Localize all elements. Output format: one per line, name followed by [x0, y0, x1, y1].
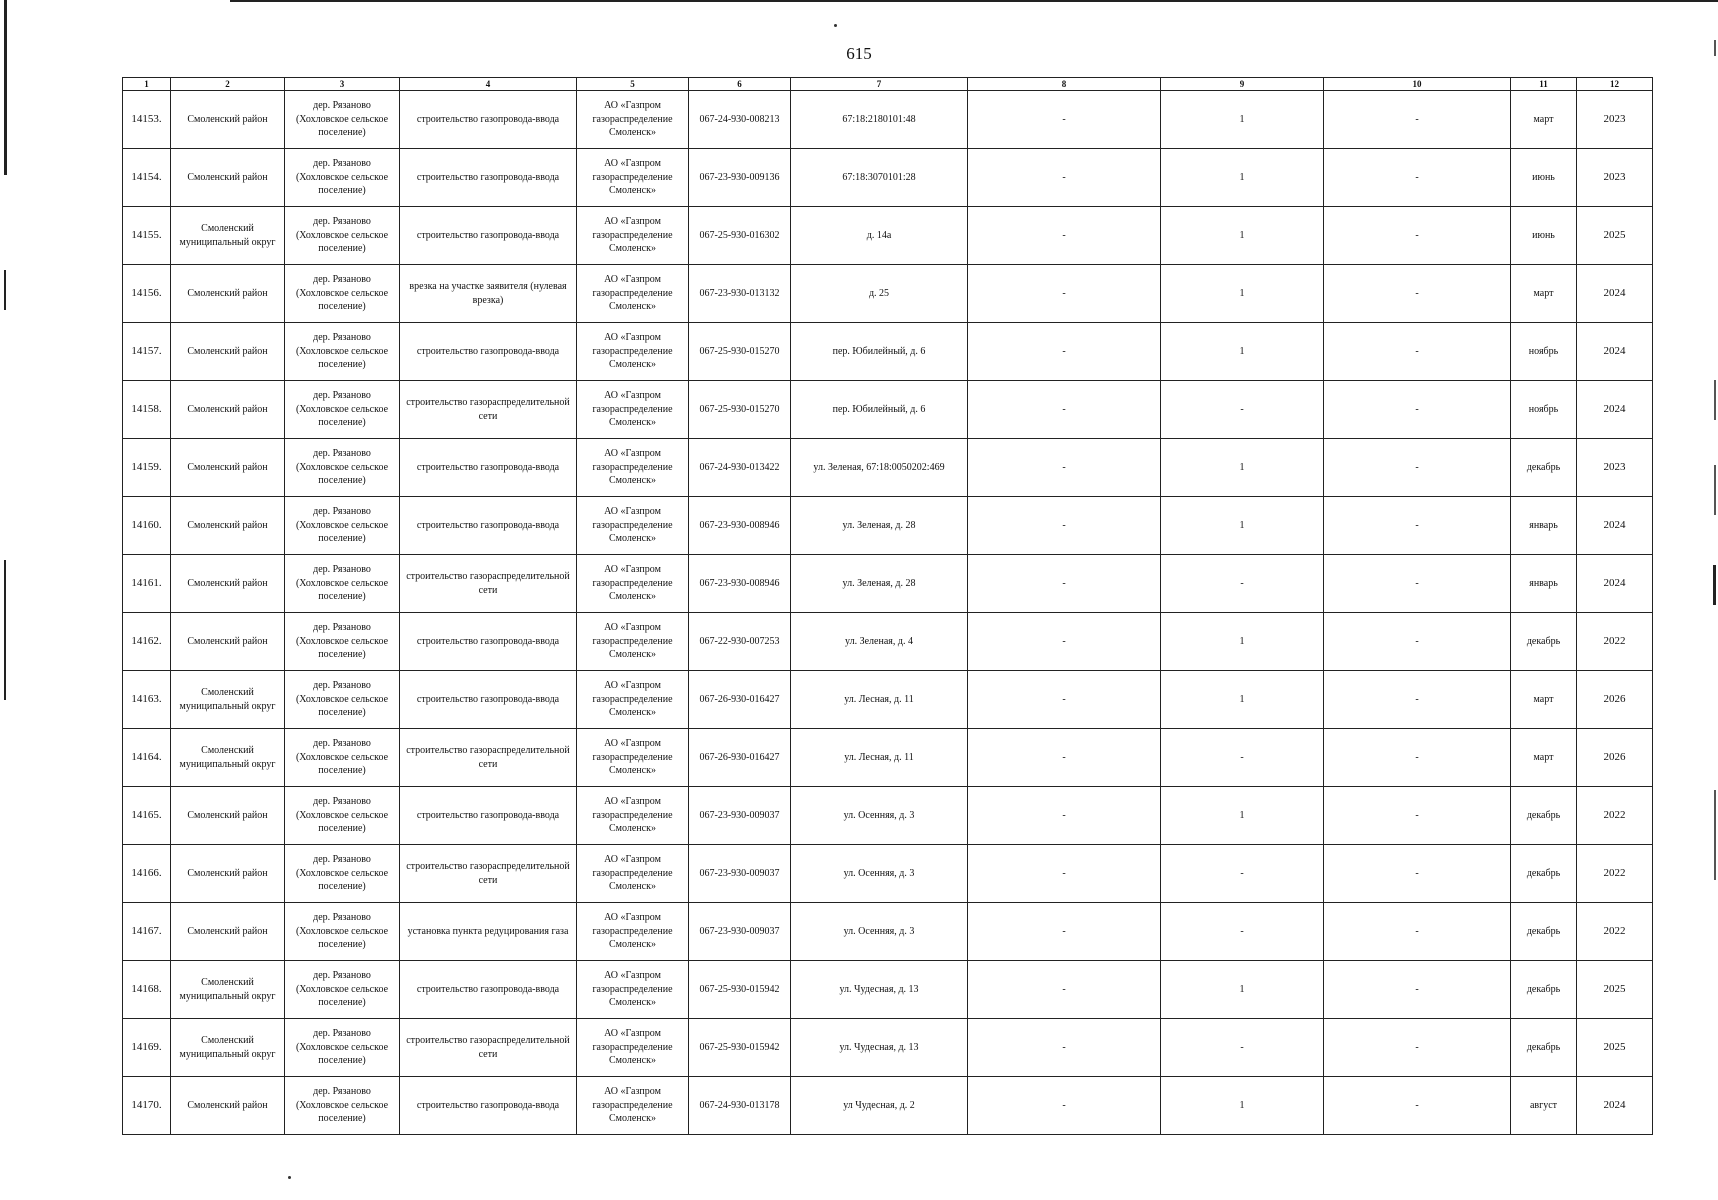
register-table — [122, 77, 1653, 1135]
cell-col10: - — [1324, 381, 1511, 439]
cell-organization: АО «Газпром газораспределение Смоленск» — [577, 1019, 689, 1077]
cell-organization: АО «Газпром газораспределение Смоленск» — [577, 903, 689, 961]
column-header: 11 — [1511, 78, 1577, 91]
cell-settlement: дер. Рязаново (Хохловское сельское поселение) — [285, 1019, 400, 1077]
cell-number: 14167. — [123, 903, 171, 961]
cell-month: январь — [1511, 497, 1577, 555]
cell-organization: АО «Газпром газораспределение Смоленск» — [577, 613, 689, 671]
cell-settlement: дер. Рязаново (Хохловское сельское поселение) — [285, 729, 400, 787]
cell-col9: 1 — [1161, 787, 1324, 845]
cell-col9: 1 — [1161, 1077, 1324, 1135]
cell-col10: - — [1324, 961, 1511, 1019]
cell-col10: - — [1324, 497, 1511, 555]
cell-month: декабрь — [1511, 903, 1577, 961]
cell-month: март — [1511, 671, 1577, 729]
table-row — [123, 265, 1653, 323]
table-row — [123, 845, 1653, 903]
cell-number: 14156. — [123, 265, 171, 323]
cell-year: 2026 — [1577, 729, 1653, 787]
cell-number: 14161. — [123, 555, 171, 613]
left-margin-mark — [4, 270, 6, 310]
scan-speck — [288, 1176, 291, 1179]
cell-year: 2024 — [1577, 381, 1653, 439]
cell-district: Смоленский район — [171, 903, 285, 961]
cell-address: пер. Юбилейный, д. 6 — [791, 381, 968, 439]
cell-settlement: дер. Рязаново (Хохловское сельское поселение) — [285, 787, 400, 845]
column-header: 7 — [791, 78, 968, 91]
cell-address: ул. Зеленая, 67:18:0050202:469 — [791, 439, 968, 497]
cell-district: Смоленский район — [171, 265, 285, 323]
cell-district: Смоленский муниципальный округ — [171, 961, 285, 1019]
cell-address: пер. Юбилейный, д. 6 — [791, 323, 968, 381]
table-row — [123, 439, 1653, 497]
cell-settlement: дер. Рязаново (Хохловское сельское поселение) — [285, 149, 400, 207]
cell-col10: - — [1324, 613, 1511, 671]
left-margin-mark — [4, 560, 6, 700]
cell-organization: АО «Газпром газораспределение Смоленск» — [577, 671, 689, 729]
cell-number: 14154. — [123, 149, 171, 207]
cell-number: 14158. — [123, 381, 171, 439]
column-header: 1 — [123, 78, 171, 91]
cell-col8: - — [968, 323, 1161, 381]
cell-work-type: строительство газопровода-ввода — [400, 671, 577, 729]
cell-number: 14164. — [123, 729, 171, 787]
table-row — [123, 323, 1653, 381]
cell-col9: - — [1161, 1019, 1324, 1077]
cell-application-id: 067-23-930-008946 — [689, 555, 791, 613]
cell-application-id: 067-23-930-009037 — [689, 845, 791, 903]
cell-number: 14153. — [123, 91, 171, 149]
cell-col8: - — [968, 555, 1161, 613]
cell-year: 2025 — [1577, 961, 1653, 1019]
cell-col9: - — [1161, 381, 1324, 439]
cell-number: 14165. — [123, 787, 171, 845]
cell-district: Смоленский муниципальный округ — [171, 729, 285, 787]
cell-settlement: дер. Рязаново (Хохловское сельское поселение) — [285, 323, 400, 381]
cell-col8: - — [968, 207, 1161, 265]
header-row — [123, 78, 1653, 91]
cell-col10: - — [1324, 903, 1511, 961]
cell-col8: - — [968, 787, 1161, 845]
cell-work-type: строительство газораспределительной сети — [400, 729, 577, 787]
cell-number: 14168. — [123, 961, 171, 1019]
cell-col9: - — [1161, 845, 1324, 903]
top-rule — [230, 0, 1718, 2]
cell-address: ул. Осенняя, д. 3 — [791, 845, 968, 903]
cell-year: 2024 — [1577, 323, 1653, 381]
cell-year: 2025 — [1577, 207, 1653, 265]
column-header: 3 — [285, 78, 400, 91]
cell-district: Смоленский муниципальный округ — [171, 671, 285, 729]
column-header: 6 — [689, 78, 791, 91]
cell-year: 2024 — [1577, 1077, 1653, 1135]
cell-col8: - — [968, 613, 1161, 671]
cell-col8: - — [968, 497, 1161, 555]
cell-number: 14157. — [123, 323, 171, 381]
cell-address: ул. Зеленая, д. 4 — [791, 613, 968, 671]
cell-address: ул. Зеленая, д. 28 — [791, 555, 968, 613]
cell-address: 67:18:2180101:48 — [791, 91, 968, 149]
cell-application-id: 067-26-930-016427 — [689, 671, 791, 729]
cell-work-type: строительство газораспределительной сети — [400, 555, 577, 613]
cell-application-id: 067-23-930-009037 — [689, 787, 791, 845]
cell-col10: - — [1324, 555, 1511, 613]
cell-number: 14170. — [123, 1077, 171, 1135]
cell-number: 14155. — [123, 207, 171, 265]
cell-district: Смоленский район — [171, 381, 285, 439]
cell-work-type: строительство газораспределительной сети — [400, 1019, 577, 1077]
cell-month: декабрь — [1511, 439, 1577, 497]
cell-settlement: дер. Рязаново (Хохловское сельское поселение) — [285, 671, 400, 729]
cell-col8: - — [968, 903, 1161, 961]
cell-address: ул. Чудесная, д. 13 — [791, 1019, 968, 1077]
cell-col8: - — [968, 381, 1161, 439]
cell-organization: АО «Газпром газораспределение Смоленск» — [577, 265, 689, 323]
cell-work-type: строительство газопровода-ввода — [400, 323, 577, 381]
cell-col8: - — [968, 1077, 1161, 1135]
cell-year: 2025 — [1577, 1019, 1653, 1077]
cell-address: д. 14а — [791, 207, 968, 265]
table-row — [123, 1077, 1653, 1135]
cell-application-id: 067-24-930-013178 — [689, 1077, 791, 1135]
cell-settlement: дер. Рязаново (Хохловское сельское поселение) — [285, 207, 400, 265]
cell-col10: - — [1324, 787, 1511, 845]
cell-settlement: дер. Рязаново (Хохловское сельское поселение) — [285, 381, 400, 439]
cell-application-id: 067-23-930-009037 — [689, 903, 791, 961]
cell-month: ноябрь — [1511, 381, 1577, 439]
cell-col8: - — [968, 961, 1161, 1019]
cell-col10: - — [1324, 671, 1511, 729]
cell-col8: - — [968, 845, 1161, 903]
cell-district: Смоленский район — [171, 149, 285, 207]
table-row — [123, 381, 1653, 439]
cell-col10: - — [1324, 1077, 1511, 1135]
cell-year: 2022 — [1577, 787, 1653, 845]
cell-settlement: дер. Рязаново (Хохловское сельское поселение) — [285, 555, 400, 613]
table-row — [123, 497, 1653, 555]
cell-col10: - — [1324, 845, 1511, 903]
cell-col10: - — [1324, 439, 1511, 497]
cell-application-id: 067-25-930-015942 — [689, 1019, 791, 1077]
cell-district: Смоленский муниципальный округ — [171, 207, 285, 265]
table-row — [123, 903, 1653, 961]
table-body — [123, 91, 1653, 1135]
cell-settlement: дер. Рязаново (Хохловское сельское поселение) — [285, 497, 400, 555]
cell-organization: АО «Газпром газораспределение Смоленск» — [577, 323, 689, 381]
cell-settlement: дер. Рязаново (Хохловское сельское поселение) — [285, 961, 400, 1019]
cell-organization: АО «Газпром газораспределение Смоленск» — [577, 845, 689, 903]
cell-work-type: врезка на участке заявителя (нулевая врезка) — [400, 265, 577, 323]
cell-work-type: строительство газораспределительной сети — [400, 381, 577, 439]
cell-address: ул. Зеленая, д. 28 — [791, 497, 968, 555]
cell-organization: АО «Газпром газораспределение Смоленск» — [577, 91, 689, 149]
cell-district: Смоленский район — [171, 439, 285, 497]
column-header: 10 — [1324, 78, 1511, 91]
cell-settlement: дер. Рязаново (Хохловское сельское поселение) — [285, 613, 400, 671]
cell-col9: 1 — [1161, 439, 1324, 497]
table-row — [123, 207, 1653, 265]
cell-district: Смоленский район — [171, 1077, 285, 1135]
cell-col10: - — [1324, 1019, 1511, 1077]
cell-application-id: 067-25-930-015270 — [689, 323, 791, 381]
left-margin-mark — [4, 0, 7, 175]
cell-address: 67:18:3070101:28 — [791, 149, 968, 207]
cell-organization: АО «Газпром газораспределение Смоленск» — [577, 729, 689, 787]
column-header: 8 — [968, 78, 1161, 91]
cell-application-id: 067-26-930-016427 — [689, 729, 791, 787]
table-row — [123, 961, 1653, 1019]
cell-col9: - — [1161, 903, 1324, 961]
table-row — [123, 1019, 1653, 1077]
cell-number: 14162. — [123, 613, 171, 671]
right-margin-mark — [1713, 565, 1716, 605]
cell-month: июнь — [1511, 149, 1577, 207]
cell-settlement: дер. Рязаново (Хохловское сельское поселение) — [285, 91, 400, 149]
cell-col10: - — [1324, 91, 1511, 149]
cell-number: 14169. — [123, 1019, 171, 1077]
right-margin-mark — [1714, 465, 1716, 515]
cell-district: Смоленский район — [171, 787, 285, 845]
cell-year: 2022 — [1577, 903, 1653, 961]
cell-organization: АО «Газпром газораспределение Смоленск» — [577, 961, 689, 1019]
cell-month: июнь — [1511, 207, 1577, 265]
cell-organization: АО «Газпром газораспределение Смоленск» — [577, 439, 689, 497]
cell-work-type: строительство газораспределительной сети — [400, 845, 577, 903]
cell-number: 14160. — [123, 497, 171, 555]
table-row — [123, 729, 1653, 787]
cell-month: март — [1511, 265, 1577, 323]
cell-col9: - — [1161, 555, 1324, 613]
cell-col10: - — [1324, 323, 1511, 381]
cell-application-id: 067-25-930-015942 — [689, 961, 791, 1019]
cell-col9: 1 — [1161, 613, 1324, 671]
table-row — [123, 149, 1653, 207]
cell-district: Смоленский район — [171, 613, 285, 671]
cell-district: Смоленский район — [171, 845, 285, 903]
cell-organization: АО «Газпром газораспределение Смоленск» — [577, 555, 689, 613]
table-row — [123, 555, 1653, 613]
cell-work-type: строительство газопровода-ввода — [400, 613, 577, 671]
cell-address: ул. Лесная, д. 11 — [791, 671, 968, 729]
cell-settlement: дер. Рязаново (Хохловское сельское поселение) — [285, 845, 400, 903]
cell-year: 2024 — [1577, 265, 1653, 323]
cell-year: 2023 — [1577, 149, 1653, 207]
cell-col10: - — [1324, 207, 1511, 265]
cell-year: 2024 — [1577, 555, 1653, 613]
cell-month: декабрь — [1511, 1019, 1577, 1077]
cell-col9: 1 — [1161, 265, 1324, 323]
cell-month: август — [1511, 1077, 1577, 1135]
cell-year: 2023 — [1577, 91, 1653, 149]
cell-application-id: 067-23-930-008946 — [689, 497, 791, 555]
cell-month: декабрь — [1511, 961, 1577, 1019]
table-row — [123, 91, 1653, 149]
cell-year: 2024 — [1577, 497, 1653, 555]
cell-district: Смоленский район — [171, 91, 285, 149]
cell-col9: 1 — [1161, 497, 1324, 555]
cell-organization: АО «Газпром газораспределение Смоленск» — [577, 787, 689, 845]
cell-year: 2022 — [1577, 613, 1653, 671]
cell-work-type: строительство газопровода-ввода — [400, 961, 577, 1019]
column-header: 4 — [400, 78, 577, 91]
cell-year: 2023 — [1577, 439, 1653, 497]
cell-application-id: 067-22-930-007253 — [689, 613, 791, 671]
cell-col9: 1 — [1161, 149, 1324, 207]
cell-district: Смоленский муниципальный округ — [171, 1019, 285, 1077]
cell-address: ул Чудесная, д. 2 — [791, 1077, 968, 1135]
cell-district: Смоленский район — [171, 323, 285, 381]
cell-month: март — [1511, 91, 1577, 149]
cell-col10: - — [1324, 265, 1511, 323]
page-number: 615 — [846, 44, 872, 63]
cell-month: ноябрь — [1511, 323, 1577, 381]
cell-district: Смоленский район — [171, 497, 285, 555]
cell-col8: - — [968, 91, 1161, 149]
cell-settlement: дер. Рязаново (Хохловское сельское поселение) — [285, 439, 400, 497]
column-header: 5 — [577, 78, 689, 91]
column-header: 2 — [171, 78, 285, 91]
cell-col8: - — [968, 149, 1161, 207]
cell-district: Смоленский район — [171, 555, 285, 613]
cell-col8: - — [968, 729, 1161, 787]
cell-application-id: 067-25-930-015270 — [689, 381, 791, 439]
right-margin-mark — [1714, 380, 1716, 420]
table-row — [123, 787, 1653, 845]
cell-year: 2026 — [1577, 671, 1653, 729]
cell-month: декабрь — [1511, 845, 1577, 903]
cell-number: 14163. — [123, 671, 171, 729]
cell-month: декабрь — [1511, 613, 1577, 671]
column-header: 12 — [1577, 78, 1653, 91]
cell-organization: АО «Газпром газораспределение Смоленск» — [577, 497, 689, 555]
cell-work-type: строительство газопровода-ввода — [400, 207, 577, 265]
cell-col10: - — [1324, 149, 1511, 207]
cell-application-id: 067-23-930-009136 — [689, 149, 791, 207]
cell-address: ул. Лесная, д. 11 — [791, 729, 968, 787]
cell-work-type: строительство газопровода-ввода — [400, 149, 577, 207]
cell-work-type: строительство газопровода-ввода — [400, 497, 577, 555]
cell-col8: - — [968, 671, 1161, 729]
cell-work-type: строительство газопровода-ввода — [400, 439, 577, 497]
cell-address: ул. Чудесная, д. 13 — [791, 961, 968, 1019]
cell-month: январь — [1511, 555, 1577, 613]
cell-application-id: 067-23-930-013132 — [689, 265, 791, 323]
cell-organization: АО «Газпром газораспределение Смоленск» — [577, 207, 689, 265]
cell-col8: - — [968, 1019, 1161, 1077]
cell-application-id: 067-25-930-016302 — [689, 207, 791, 265]
cell-address: д. 25 — [791, 265, 968, 323]
cell-month: декабрь — [1511, 787, 1577, 845]
cell-year: 2022 — [1577, 845, 1653, 903]
table-row — [123, 613, 1653, 671]
cell-settlement: дер. Рязаново (Хохловское сельское поселение) — [285, 903, 400, 961]
cell-col9: - — [1161, 729, 1324, 787]
scan-speck — [834, 24, 837, 27]
cell-organization: АО «Газпром газораспределение Смоленск» — [577, 149, 689, 207]
cell-number: 14159. — [123, 439, 171, 497]
cell-number: 14166. — [123, 845, 171, 903]
cell-col9: 1 — [1161, 207, 1324, 265]
cell-settlement: дер. Рязаново (Хохловское сельское поселение) — [285, 1077, 400, 1135]
cell-col9: 1 — [1161, 671, 1324, 729]
cell-work-type: строительство газопровода-ввода — [400, 787, 577, 845]
cell-col8: - — [968, 439, 1161, 497]
cell-application-id: 067-24-930-008213 — [689, 91, 791, 149]
cell-organization: АО «Газпром газораспределение Смоленск» — [577, 1077, 689, 1135]
cell-col9: 1 — [1161, 961, 1324, 1019]
cell-col9: 1 — [1161, 91, 1324, 149]
cell-address: ул. Осенняя, д. 3 — [791, 903, 968, 961]
cell-col8: - — [968, 265, 1161, 323]
cell-application-id: 067-24-930-013422 — [689, 439, 791, 497]
cell-settlement: дер. Рязаново (Хохловское сельское поселение) — [285, 265, 400, 323]
column-header: 9 — [1161, 78, 1324, 91]
cell-work-type: строительство газопровода-ввода — [400, 1077, 577, 1135]
cell-col9: 1 — [1161, 323, 1324, 381]
cell-work-type: строительство газопровода-ввода — [400, 91, 577, 149]
cell-address: ул. Осенняя, д. 3 — [791, 787, 968, 845]
table-row — [123, 671, 1653, 729]
cell-col10: - — [1324, 729, 1511, 787]
right-margin-mark — [1714, 790, 1716, 880]
cell-work-type: установка пункта редуцирования газа — [400, 903, 577, 961]
cell-month: март — [1511, 729, 1577, 787]
cell-organization: АО «Газпром газораспределение Смоленск» — [577, 381, 689, 439]
